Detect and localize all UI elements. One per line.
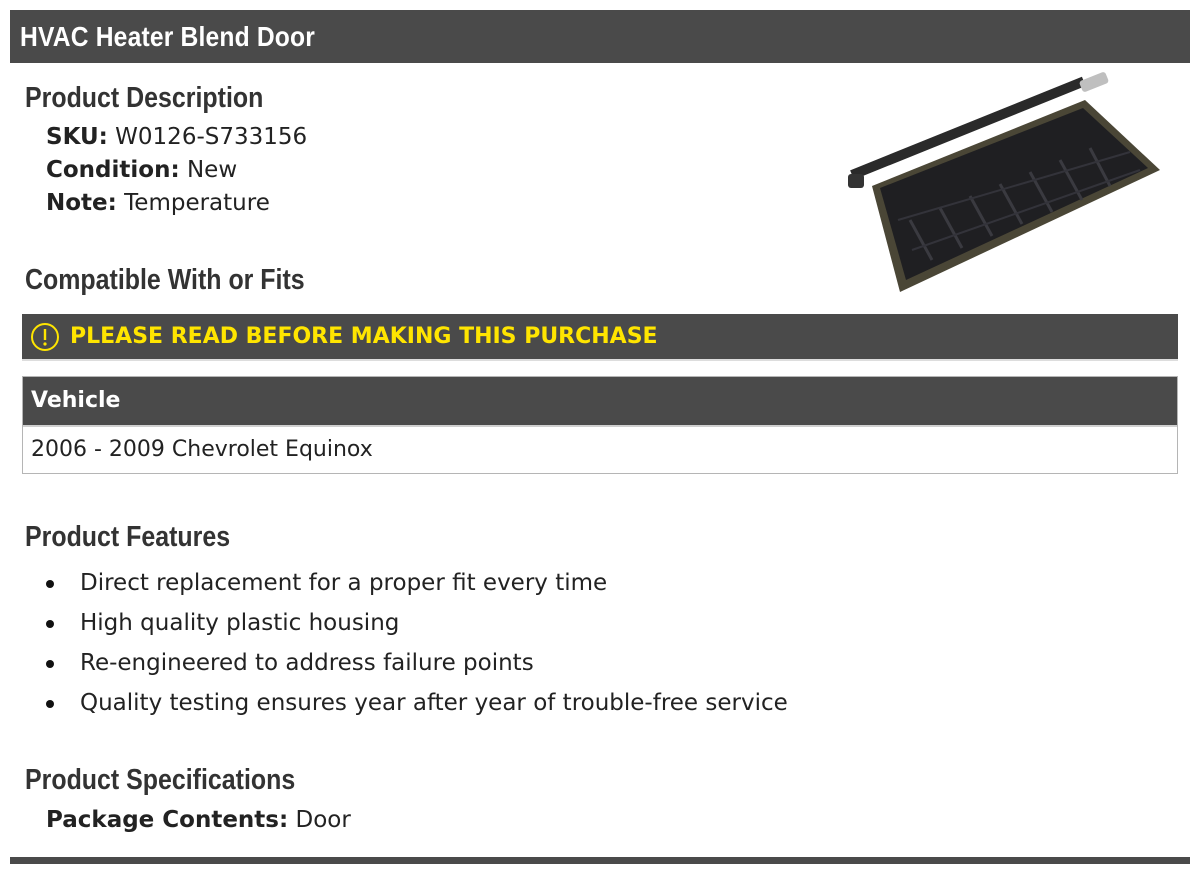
- bullet-icon: [46, 620, 54, 628]
- condition-label: Condition:: [46, 157, 180, 183]
- vehicle-table: [22, 376, 1178, 474]
- purchase-warning-banner[interactable]: [22, 314, 1178, 361]
- page-title: HVAC Heater Blend Door: [20, 20, 316, 52]
- bullet-icon: [46, 700, 54, 708]
- list-item: [46, 646, 788, 686]
- product-description-heading: Product Description: [25, 82, 264, 114]
- product-image: [840, 70, 1170, 300]
- feature-text: Quality testing ensures year after year of trouble-free service: [80, 690, 788, 716]
- list-item: [46, 566, 788, 606]
- title-bar: [10, 10, 1190, 63]
- note-line: [46, 188, 270, 218]
- package-contents-value: Door: [295, 807, 351, 833]
- vehicle-column-header: Vehicle: [23, 377, 1177, 427]
- vehicle-row: 2006 - 2009 Chevrolet Equinox: [31, 437, 373, 462]
- compatible-heading: Compatible With or Fits: [25, 264, 305, 296]
- feature-text: Re-engineered to address failure points: [80, 650, 534, 676]
- sku-label: SKU:: [46, 124, 108, 150]
- note-label: Note:: [46, 190, 117, 216]
- bottom-divider: [10, 857, 1190, 864]
- package-contents-line: [46, 805, 351, 835]
- product-specifications-heading: Product Specifications: [25, 764, 296, 796]
- feature-text: Direct replacement for a proper fit every time: [80, 570, 608, 596]
- condition-line: [46, 155, 237, 185]
- sku-line: [46, 122, 307, 152]
- list-item: [46, 606, 788, 646]
- condition-value: New: [186, 157, 238, 183]
- package-contents-label: Package Contents:: [46, 807, 289, 833]
- feature-text: High quality plastic housing: [80, 610, 400, 636]
- bullet-icon: [46, 660, 54, 668]
- features-list: [46, 566, 788, 726]
- note-value: Temperature: [124, 190, 270, 216]
- bullet-icon: [46, 580, 54, 588]
- list-item: [46, 686, 788, 726]
- sku-value: W0126-S733156: [115, 124, 308, 150]
- purchase-warning-text: PLEASE READ BEFORE MAKING THIS PURCHASE: [70, 324, 658, 349]
- product-features-heading: Product Features: [25, 521, 231, 553]
- exclamation-circle-icon: [30, 322, 60, 352]
